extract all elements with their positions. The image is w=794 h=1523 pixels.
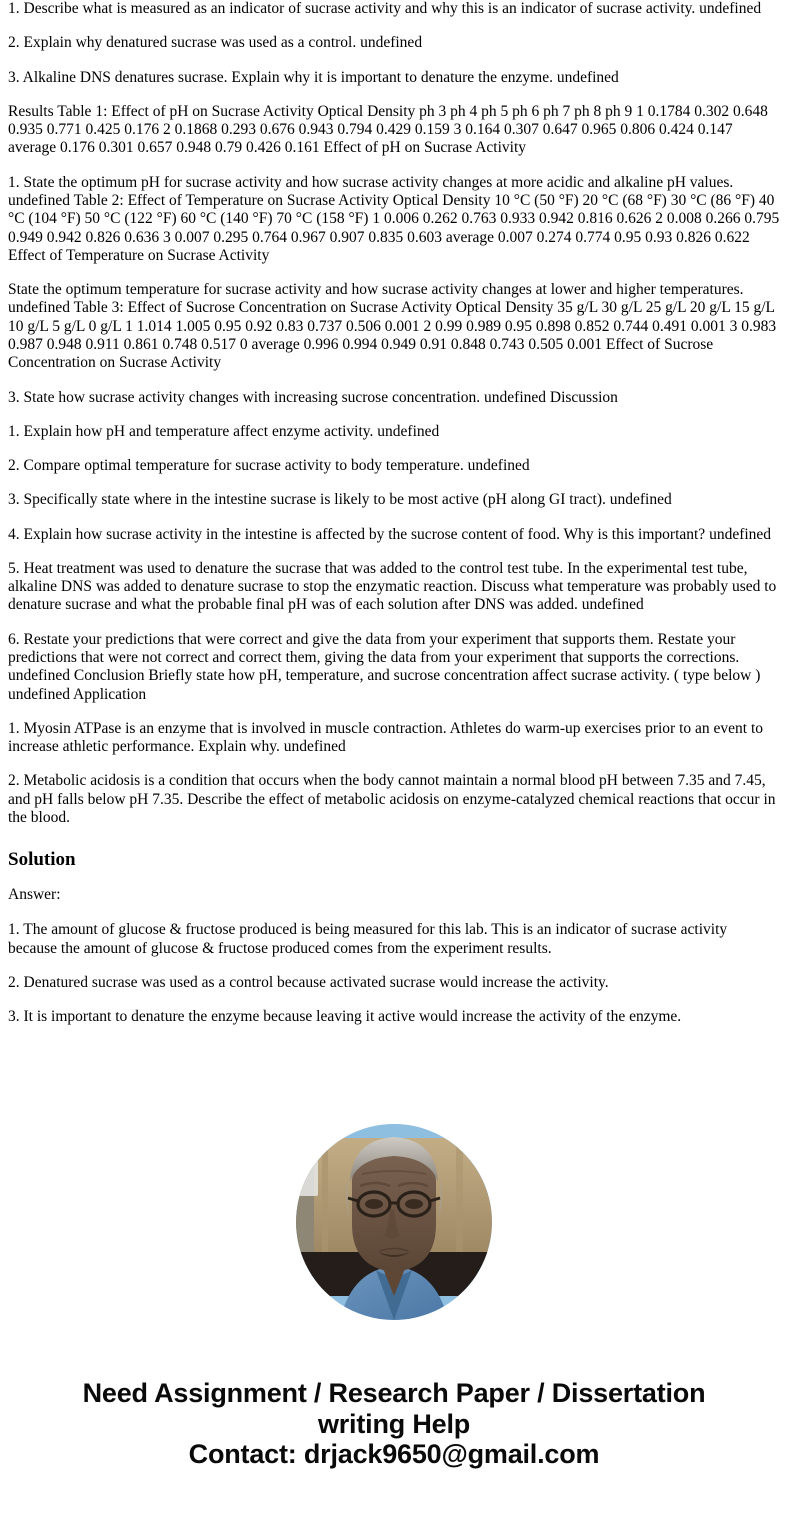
answer-label: Answer: bbox=[8, 886, 61, 904]
question-1: 1. Describe what is measured as an indicator of sucrase activity and why this is an indicator of sucrase activity. undefined bbox=[8, 0, 762, 17]
answer-2: 2. Denatured sucrase was used as a control because activated sucrase would increase the activity. bbox=[8, 973, 609, 991]
results-table-1-text: Results Table 1: Effect of pH on Sucrase Activity Optical Density ph 3 ph 4 ph 5 ph 6 ph 7 ph 8 ph 9 1 0.1784 0.302 0.648 0.935 0.771 0.425 0.176 2 0.1868 0.293 0.676 0.943 0.794 0.429 0.159 3 0.164 0.307 0.647 0.965 0.806 0.424 0.147 average 0.176 0.301 0.657 0.948 0.79 0.426 0.161 Effect of pH on Sucrase Activity bbox=[8, 102, 768, 157]
table-2-text: 1. State the optimum pH for sucrase activity and how sucrase activity changes at more acidic and alkaline pH values. undefined Table 2: Effect of Temperature on Sucrase Activity Optical Density 10 °C (50 °F) 20 °C (68 °F) 30 °C (86 °F) 40 °C (104 °F) 50 °C (122 °F) 60 °C (140 °F) 70 °C (158 °F) 1 0.006 0.262 0.763 0.933 0.942 0.816 0.626 2 0.008 0.266 0.795 0.949 0.942 0.826 0.636 3 0.007 0.295 0.764 0.967 0.907 0.835 0.603 average 0.007 0.274 0.774 0.95 0.93 0.826 0.622 Effect of Temperature on Sucrase Activity bbox=[8, 173, 780, 264]
discussion-6: 6. Restate your predictions that were correct and give the data from your experiment that supports them. Restate your predictions that were not correct and correct them, giving the data from your experiment that supports the corrections. undefined Conclusion Briefly state how pH, temperature, and sucrose concentration affect sucrase activity. ( type below ) undefined Application bbox=[8, 630, 761, 703]
solution-heading: Solution bbox=[8, 849, 76, 871]
answer-3: 3. It is important to denature the enzyme because leaving it active would increase the activity of the enzyme. bbox=[8, 1008, 682, 1026]
application-2: 2. Metabolic acidosis is a condition that occurs when the body cannot maintain a normal blood pH between 7.35 and 7.45, and pH falls below pH 7.35. Describe the effect of metabolic acidosis on enzyme-catalyzed chemical reactions that occur in the blood. bbox=[8, 772, 776, 826]
application-1: 1. Myosin ATPase is an enzyme that is involved in muscle contraction. Athletes do warm-up exercises prior to an event to increase athletic performance. Explain why. undefined bbox=[8, 719, 764, 756]
discussion-4: 4. Explain how sucrase activity in the intestine is affected by the sucrose content of food. Why is this important? undefined bbox=[8, 525, 772, 543]
footer-line-2: writing Help bbox=[317, 1408, 471, 1439]
avatar-container bbox=[8, 1124, 780, 1320]
footer-promo bbox=[8, 1378, 780, 1483]
avatar bbox=[296, 1124, 492, 1320]
discussion-2: 2. Compare optimal temperature for sucrase activity to body temperature. undefined bbox=[8, 457, 530, 475]
discussion-1: 1. Explain how pH and temperature affect enzyme activity. undefined bbox=[8, 422, 440, 440]
discussion-5: 5. Heat treatment was used to denature the sucrase that was added to the control test tube. In the experimental test tube, alkaline DNS was added to denature sucrase to stop the enzymatic reaction. Discuss what temperature was probably used to denature sucrase and what the probable final pH was of each solution after DNS was added. undefined bbox=[8, 559, 777, 614]
answer-1: 1. The amount of glucose & fructose produced is being measured for this lab. This is an indicator of sucrase activity because the amount of glucose & fructose produced comes from the experiment results. bbox=[8, 921, 728, 957]
footer-line-1: Need Assignment / Research Paper / Dissertation bbox=[82, 1378, 706, 1409]
footer-line-3: Contact: drjack9650@gmail.com bbox=[188, 1438, 600, 1469]
question-3: 3. Alkaline DNS denatures sucrase. Explain why it is important to denature the enzyme. undefined bbox=[8, 68, 619, 86]
discussion-3: 3. Specifically state where in the intestine sucrase is likely to be most active (pH along GI tract). undefined bbox=[8, 491, 672, 509]
table-3-text: State the optimum temperature for sucrase activity and how sucrase activity changes at lower and higher temperatures. undefined Table 3: Effect of Sucrose Concentration on Sucrase Activity Optical Density 35 g/L 30 g/L 25 g/L 20 g/L 15 g/L 10 g/L 5 g/L 0 g/L 1 1.014 1.005 0.95 0.92 0.83 0.737 0.506 0.001 2 0.99 0.989 0.95 0.898 0.852 0.744 0.491 0.001 3 0.983 0.987 0.948 0.911 0.861 0.748 0.517 0 average 0.996 0.994 0.949 0.91 0.848 0.743 0.505 0.001 Effect of Sucrose Concentration on Sucrase Activity bbox=[8, 281, 777, 372]
question-concentration-3: 3. State how sucrase activity changes with increasing sucrose concentration. undefined Discussion bbox=[8, 388, 618, 406]
question-2: 2. Explain why denatured sucrase was used as a control. undefined bbox=[8, 34, 423, 52]
